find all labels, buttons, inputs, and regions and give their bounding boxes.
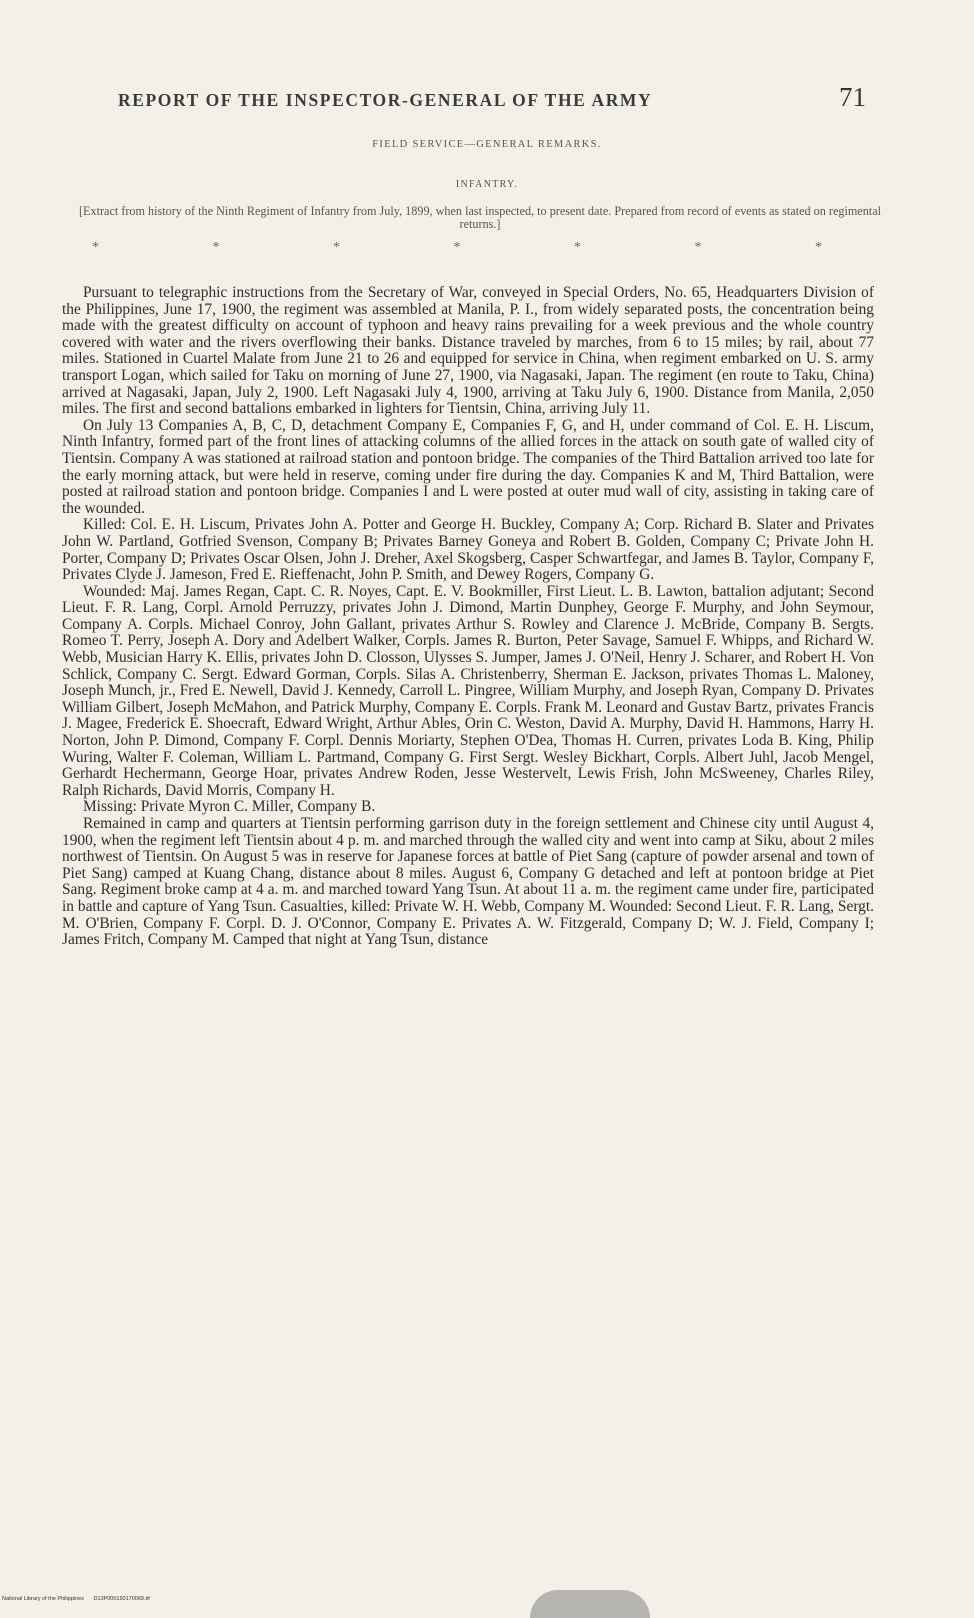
paragraph: Wounded: Maj. James Regan, Capt. C. R. Noyes, Capt. E. V. Bookmiller, First Lieut. L. B. Lawton, battalion adjutant; Second Lieut. F. R. Lang, Corpl. Arnold Perruzzy, privates John J. Dimond, Martin Dunphey, George F. Murphy, and John Seymour, Company A. Corpls. Michael Conroy, John Gallant, privates Arthur S. Rowley and Clarence J. McBride, Company B. Sergts. Romeo T. Perry, Joseph A. Dory and Adelbert Walker, Corpls. James R. Burton, Peter Savage, Samuel F. Whipps, and Richard W. Webb, Musician Harry K. Ellis, privates John D. Closson, Ulysses S. Jumper, James J. O'Neil, Henry J. Scharer, and Robert H. Von Schlick, Company C. Sergt. Edward Gorman, Corpls. Silas A. Christenberry, Sherman E. Jackson, privates Thomas L. Maloney, Joseph Munch, jr., Fred E. Newell, David J. Kennedy, Carroll L. Pingree, William Murphy, and Joseph Ryan, Company D. Privates William Gilbert, Joseph McMahon, and Patrick Murphy, Company E. Corpls. Frank M. Leonard and Gustav Bartz, privates Francis J. Magee, Frederick E. Shoecraft, Edward Wright, Arthur Ables, Orin C. Weston, David A. Murphy, David H. Hammons, Harry H. Norton, John P. Dimond, Company F. Corpl. Dennis Moriarty, Stephen O'Dea, Thomas H. Curren, privates Loda B. King, Philip Wuring, Walter F. Coleman, William L. Partmand, Company G. First Sergt. Wesley Bickhart, Corpls. Albert Juhl, Jacob Mengel, Gerhardt Hechermann, George Hoar, privates Andrew Roden, Jesse Westervelt, Lewis Frish, John McSweeney, Charles Riley, Ralph Richards, David Morris, Company H. bbox=[62, 582, 874, 799]
scan-footer bbox=[2, 1596, 158, 1602]
paragraph: Missing: Private Myron C. Miller, Company B. bbox=[83, 798, 376, 816]
footer-record-id: D13P000150170069.tif bbox=[93, 1596, 150, 1602]
paragraph: Remained in camp and quarters at Tientsin performing garrison duty in the foreign settlement and Chinese city until August 4, 1900, when the regiment left Tientsin about 4 p. m. and marched through the walled city and went into camp at Siku, about 2 miles northwest of Tientsin. On August 5 was in reserve for Japanese forces at battle of Piet Sang (capture of powder arsenal and town of Piet Sang) camped at Kuang Chang, distance about 8 miles. August 6, Company G detached and left at pontoon bridge at Piet Sang. Regiment broke camp at 4 a. m. and marched toward Yang Tsun. At about 11 a. m. the regiment came under fire, participated in battle and capture of Yang Tsun. Casualties, killed: Private W. H. Webb, Company M. Wounded: Second Lieut. F. R. Lang, Sergt. M. O'Brien, Company F. Corpl. D. J. O'Connor, Company E. Privates A. W. Fitzgerald, Company D; W. J. Field, Company I; James Fritch, Company M. Camped that night at Yang Tsun, distance bbox=[62, 815, 874, 949]
star: * bbox=[453, 240, 461, 255]
star: * bbox=[92, 240, 99, 255]
body-text bbox=[62, 285, 874, 949]
star: * bbox=[694, 240, 702, 255]
paragraph: Killed: Col. E. H. Liscum, Privates John A. Potter and George H. Buckley, Company A; Corp. Richard B. Slater and Privates John W. Partland, Gotfried Svenson, Company B; Privates Barney Goneya and Robert B. Golden, Company C; Private John H. Porter, Company D; Privates Oscar Olsen, John J. Dreher, Axel Skogsberg, Casper Schwartfegar, and James B. Taylor, Company F, Privates Clyde J. Jameson, Fred E. Rieffenacht, John P. Smith, and Dewey Rogers, Company G. bbox=[62, 516, 874, 584]
star: * bbox=[574, 240, 581, 255]
star: * bbox=[333, 240, 340, 255]
page-number: 71 bbox=[839, 82, 866, 112]
paragraph: On July 13 Companies A, B, C, D, detachment Company E, Companies F, G, and H, under command of Col. E. H. Liscum, Ninth Infantry, formed part of the front lines of attacking columns of the allied forces in the attack on south gate of walled city of Tientsin. Company A was stationed at railroad station and pontoon bridge. The companies of the Third Battalion arrived too late for the early morning attack, but were held in reserve, coming under fire during the day. Companies K and M, Third Battalion, were posted at railroad station and pontoon bridge. Companies I and L were posted at outer mud wall of city, assisting in taking care of the wounded. bbox=[62, 416, 874, 517]
scan-artifact bbox=[530, 1590, 650, 1618]
page-header bbox=[110, 80, 870, 120]
paragraph: Pursuant to telegraphic instructions from the Secretary of War, conveyed in Special Orders, No. 65, Headquarters Division of the Philippines, June 17, 1900, the regiment was assembled at Manila, P. I., from widely separated posts, the concentration being made with the greatest difficulty on account of typhoon and heavy rains prevailing for a week previous and the whole country covered with water and the rivers overflowing their banks. Distance traveled by marches, from 6 to 15 miles; by rail, about 77 miles. Stationed in Cuartel Malate from June 21 to 26 and equipped for service in China, when regiment embarked on U. S. army transport Logan, which sailed for Taku on morning of June 27, 1900, via Nagasaki, Japan. The regiment (en route to Taku, China) arrived at Nagasaki, Japan, July 2, 1900. Left Nagasaki July 4, 1900, arriving at Taku July 6, 1900. Distance from Manila, 2,050 miles. The first and second battalions embarked in lighters for Tientsin, China, arriving July 11. bbox=[62, 284, 874, 418]
extract-note: [Extract from history of the Ninth Regiment of Infantry from July, 1899, when last inspected, to present date. Prepared from record of events as stated on regimental returns.] bbox=[79, 204, 881, 231]
star: * bbox=[815, 240, 822, 255]
subsection-title: INFANTRY. bbox=[455, 179, 519, 190]
running-head: REPORT OF THE INSPECTOR-GENERAL OF THE ARMY bbox=[118, 90, 653, 110]
section-title: FIELD SERVICE—GENERAL REMARKS. bbox=[372, 139, 602, 150]
star: * bbox=[212, 240, 220, 255]
ellipsis-stars bbox=[92, 240, 822, 256]
footer-library: National Library of the Philippines bbox=[2, 1596, 84, 1602]
